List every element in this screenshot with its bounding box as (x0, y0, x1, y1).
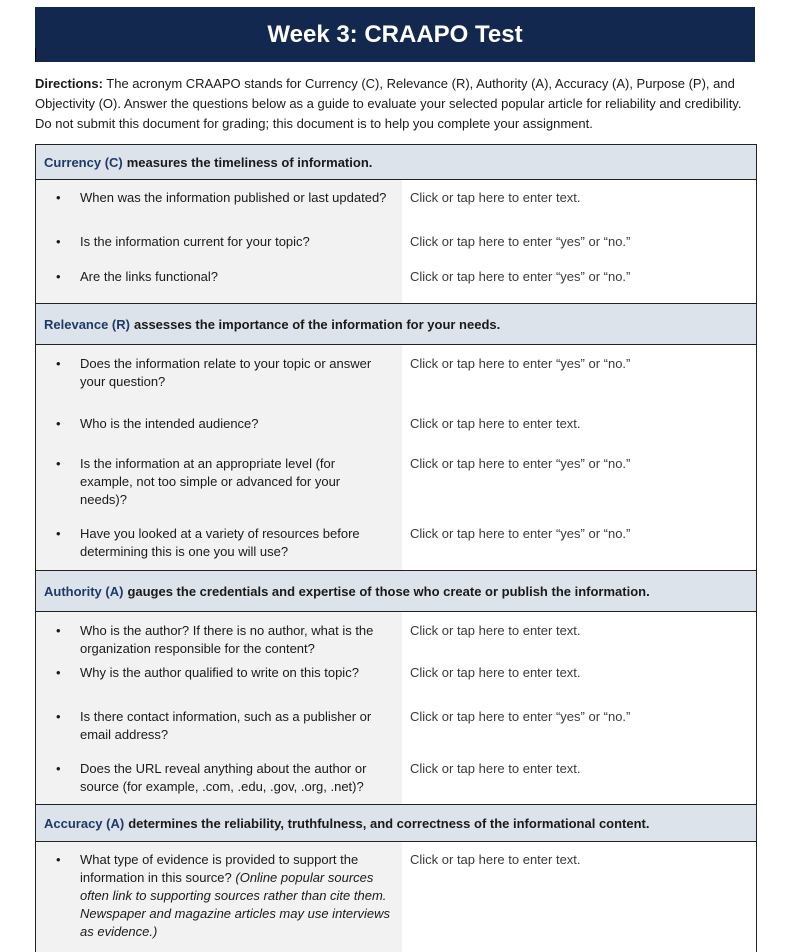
answer-field[interactable]: Click or tap here to enter “yes” or “no.” (410, 234, 631, 249)
section-desc: assesses the importance of the information for your needs. (133, 316, 501, 332)
question-main: What type of evidence is provided to support the information in this source? (80, 852, 359, 885)
answer-field[interactable]: Click or tap here to enter text. (410, 852, 581, 867)
section-header-accuracy (36, 805, 756, 842)
directions-label: Directions: (35, 76, 103, 91)
section-body-authority (36, 612, 756, 805)
craapo-table (35, 144, 757, 952)
answer-field[interactable]: Click or tap here to enter text. (410, 623, 581, 638)
section-desc: gauges the credentials and expertise of those who create or publish the information. (127, 583, 650, 599)
directions-text: The acronym CRAAPO stands for Currency (C), Relevance (R), Authority (A), Accuracy (A), Purpose (P), and Objectivity (O). Answer the questions below as a guide to evaluate your selected popular article for reliability and credibility. Do not submit this document for grading; this document is to help you complete your assignment. (35, 76, 742, 131)
question-text: Who is the intended audience? (80, 416, 259, 431)
answer-field[interactable]: Click or tap here to enter text. (410, 761, 581, 776)
question-text (80, 851, 390, 941)
section-header-authority (36, 571, 756, 612)
question-text: Have you looked at a variety of resources before determining this is one you will use? (80, 526, 360, 559)
bullet-icon: • (56, 190, 61, 205)
question-cell (36, 525, 402, 570)
question-text: Is there contact information, such as a publisher or email address? (80, 709, 372, 742)
question-cell (36, 355, 402, 415)
answer-field[interactable]: Click or tap here to enter “yes” or “no.” (410, 456, 631, 471)
answer-field[interactable]: Click or tap here to enter text. (410, 665, 581, 680)
question-cell (36, 268, 402, 303)
document-title (35, 7, 755, 62)
section-body-relevance (36, 345, 756, 571)
bullet-icon: • (56, 356, 61, 371)
section-key: Accuracy (A) (44, 815, 125, 831)
question-text: Is the information current for your topic? (80, 234, 310, 249)
question-cell (36, 851, 402, 952)
question-text: Who is the author? If there is no author, what is the organization responsible for the content? (80, 623, 374, 656)
bullet-icon: • (56, 269, 61, 284)
answer-field[interactable]: Click or tap here to enter “yes” or “no.” (410, 526, 631, 541)
bullet-icon: • (56, 665, 61, 680)
question-text: Is the information at an appropriate level (for example, not too simple or advanced for your needs)? (80, 456, 341, 507)
answer-field[interactable]: Click or tap here to enter “yes” or “no.” (410, 709, 631, 724)
question-note: (Online popular sources often link to supporting sources rather than cite them. Newspaper and magazine articles may use interviews as evidence.) (80, 870, 390, 939)
question-cell (36, 760, 402, 804)
question-text: Are the links functional? (80, 269, 219, 284)
question-text: Why is the author qualified to write on this topic? (80, 665, 359, 680)
question-text: Does the URL reveal anything about the author or source (for example, .com, .edu, .gov, .org, .net)? (80, 761, 367, 794)
section-header-relevance (36, 304, 756, 345)
question-cell (36, 415, 402, 455)
title-divider-mark (35, 48, 36, 62)
question-cell (36, 189, 402, 233)
section-key: Relevance (R) (44, 316, 130, 332)
question-text: Does the information relate to your topic or answer your question? (80, 356, 372, 389)
section-header-currency (36, 145, 756, 180)
section-desc: determines the reliability, truthfulness, and correctness of the informational content. (128, 815, 650, 831)
bullet-icon: • (56, 234, 61, 249)
section-body-accuracy (36, 842, 756, 952)
answer-field[interactable]: Click or tap here to enter “yes” or “no.” (410, 356, 631, 371)
bullet-icon: • (56, 852, 61, 867)
bullet-icon: • (56, 709, 61, 724)
bullet-icon: • (56, 761, 61, 776)
directions-paragraph (35, 74, 755, 134)
question-cell (36, 455, 402, 525)
section-key: Authority (A) (44, 583, 124, 599)
title-text: Week 3: CRAAPO Test (267, 20, 523, 48)
answer-field[interactable]: Click or tap here to enter “yes” or “no.” (410, 269, 631, 284)
bullet-icon: • (56, 623, 61, 638)
question-text: When was the information published or last updated? (80, 190, 387, 205)
section-desc: measures the timeliness of information. (126, 154, 373, 170)
bullet-icon: • (56, 416, 61, 431)
question-cell (36, 708, 402, 760)
answer-field[interactable]: Click or tap here to enter text. (410, 190, 581, 205)
bullet-icon: • (56, 456, 61, 471)
section-key: Currency (C) (44, 154, 123, 170)
answer-field[interactable]: Click or tap here to enter text. (410, 416, 581, 431)
question-cell (36, 233, 402, 268)
bullet-icon: • (56, 526, 61, 541)
question-cell (36, 664, 402, 708)
question-cell (36, 622, 402, 664)
section-body-currency (36, 180, 756, 304)
